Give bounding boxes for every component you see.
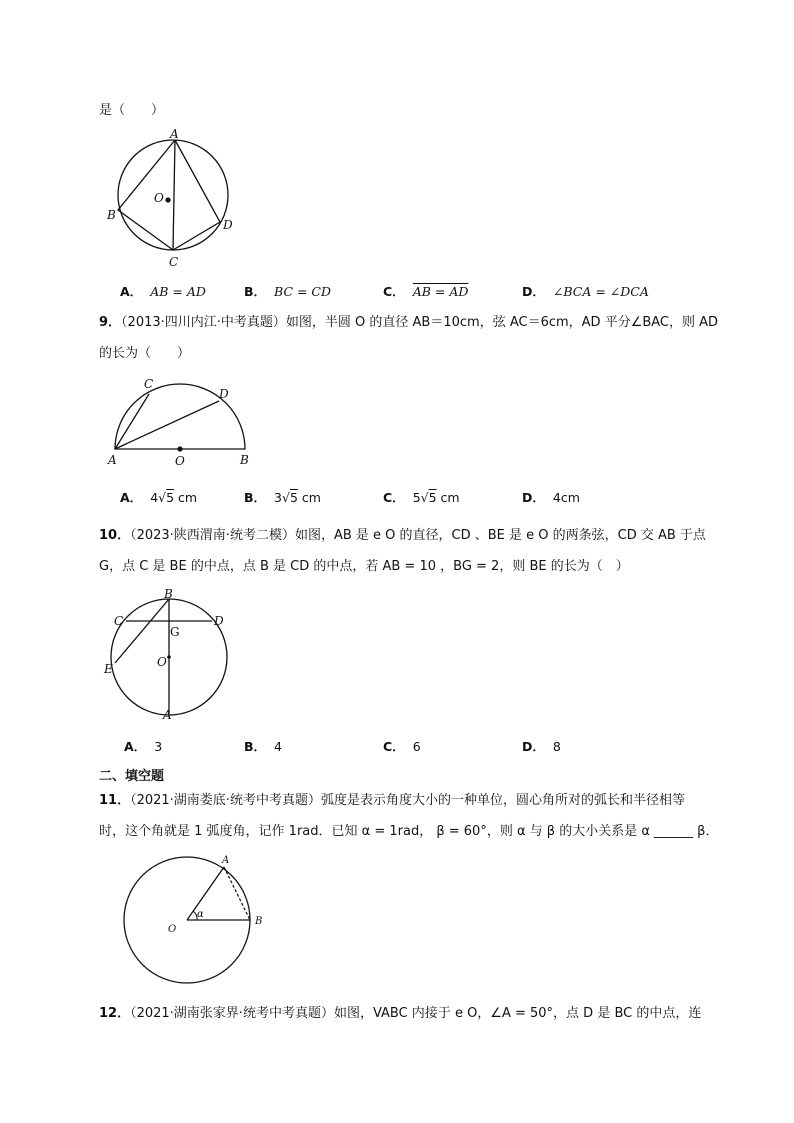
q11-line1 (99, 792, 685, 810)
q9-option-c[interactable]: C． 5√5 cm (383, 490, 460, 505)
q8-figure (100, 128, 240, 278)
q9-number: 9． (99, 315, 122, 330)
q9-label-b: B (240, 453, 249, 467)
q12-number: 12． (99, 1006, 131, 1021)
q11-number: 11． (99, 793, 131, 808)
q8-label-d: D (223, 218, 233, 232)
q8-label-o: O (154, 191, 164, 205)
q10-option-c[interactable]: C． 6 (383, 739, 421, 754)
q10-label-b: B (164, 587, 173, 601)
q10-option-d[interactable]: D． 8 (522, 739, 561, 754)
q11-label-o: O (168, 924, 177, 935)
q9-line2: 的长为（ ） (99, 346, 191, 361)
q10-option-a[interactable]: A． 3 (124, 739, 163, 754)
q8-option-b[interactable]: B． BC = CD (244, 284, 332, 299)
q11-figure (118, 851, 268, 991)
q8-option-d[interactable]: D． ∠BCA = ∠DCA (522, 284, 649, 299)
q11-line2: 时，这个角就是 1 弧度角，记作 1rad．已知 α = 1rad， β = 60°，则 α 与 β 的大小关系是 α ______ β． (99, 824, 719, 839)
q10-label-e: E (104, 662, 113, 676)
q9-figure (108, 374, 268, 469)
q9-option-b[interactable]: B． 3√5 cm (244, 490, 321, 505)
q11-text: 弧度是表示角度大小的一种单位，圆心角所对的弧长和半径相等 (320, 793, 685, 808)
q12-text: 如图，VABC 内接于 e O，∠A = 50°，点 D 是 BC 的中点，连 (333, 1006, 702, 1021)
q11-label-b: B (255, 916, 263, 927)
q12-source: （2021·湖南张家界·统考中考真题） (130, 1006, 334, 1021)
q9-label-c: C (144, 377, 154, 391)
q10-label-c: C (114, 614, 124, 628)
q11-label-a: A (222, 855, 230, 866)
q9-label-o: O (175, 454, 185, 468)
q9-option-d[interactable]: D． 4cm (522, 490, 580, 505)
q10-number: 10． (99, 528, 131, 543)
q10-label-o: O (157, 655, 167, 669)
q11-source: （2021·湖南娄底·统考中考真题） (130, 793, 321, 808)
q10-text: 如图，AB 是 e O 的直径，CD 、BE 是 e O 的两条弦，CD 交 AB 于点 (294, 528, 706, 543)
q8-label-c: C (169, 255, 179, 269)
q10-label-a: A (163, 708, 172, 722)
q9-line1 (99, 314, 718, 332)
q12-line1 (99, 1005, 701, 1023)
q9-source: （2013·四川内江·中考真题） (121, 315, 286, 330)
q10-line2: G，点 C 是 BE 的中点，点 B 是 CD 的中点，若 AB = 10 ，BG = 2，则 BE 的长为（ ） (99, 559, 629, 574)
section-fill-in-title: 二、填空题 (99, 769, 165, 784)
q8-option-a[interactable]: A． AB = AD (120, 284, 206, 299)
q8-label-b: B (107, 208, 116, 222)
q10-figure (100, 588, 240, 728)
q11-label-alpha: α (197, 909, 204, 920)
q9-label-d: D (219, 387, 229, 401)
q10-option-b[interactable]: B． 4 (244, 739, 282, 754)
q10-label-d: D (214, 614, 224, 628)
q10-source: （2023·陕西渭南·统考二模） (130, 528, 295, 543)
q9-option-a[interactable]: A． 4√5 cm (120, 490, 198, 505)
q9-label-a: A (108, 453, 117, 467)
q8-label-a: A (170, 127, 179, 141)
q8-stem-tail: 是（ ） (99, 103, 165, 118)
q10-line1 (99, 527, 706, 545)
q10-label-g: G (170, 625, 180, 639)
q8-option-c[interactable]: C． AB = AD (383, 284, 469, 299)
q9-text: 如图，半圆 O 的直径 AB＝10cm，弦 AC＝6cm，AD 平分∠BAC，则 AD (285, 315, 719, 330)
